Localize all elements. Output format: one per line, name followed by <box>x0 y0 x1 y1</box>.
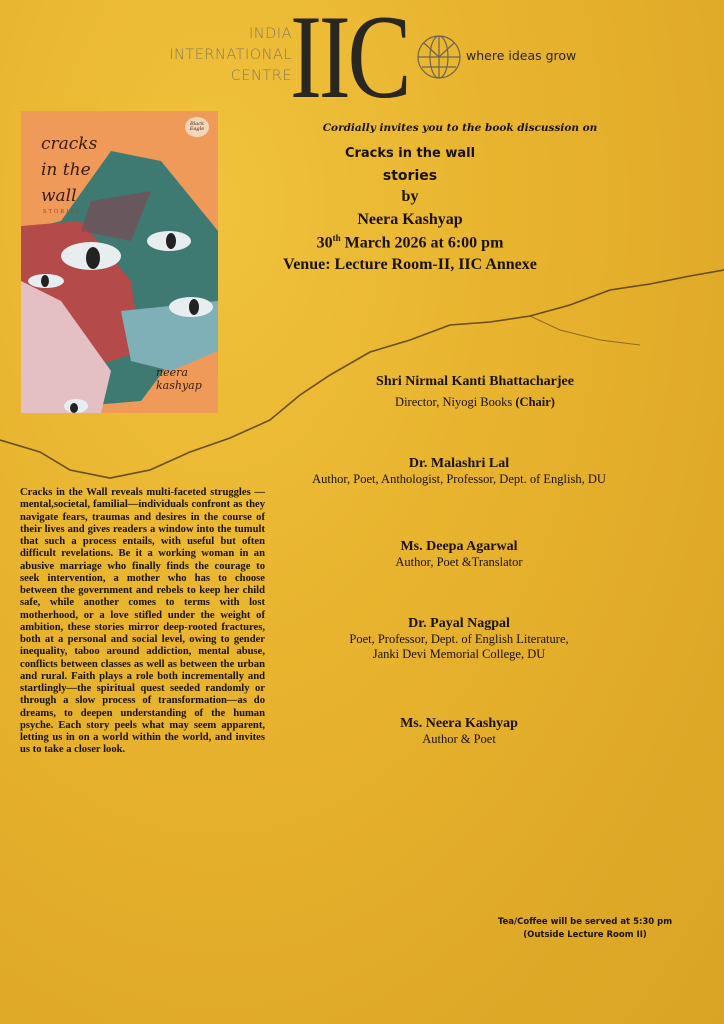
speaker-name: Dr. Malashri Lal <box>408 456 510 471</box>
org-name-line: INDIA <box>249 26 292 42</box>
date-day: 30 <box>316 234 333 252</box>
cover-title <box>41 131 97 209</box>
speaker-role: Author, Poet &Translator <box>395 555 523 569</box>
tagline: where ideas grow <box>466 48 577 63</box>
speaker-name: Ms. Deepa Agarwal <box>400 539 518 554</box>
cover-author-line: kashyap <box>156 379 202 392</box>
org-name <box>150 24 292 87</box>
cover-title-line: in the <box>41 160 91 180</box>
event-venue: Venue: Lecture Room-II, IIC Annexe <box>283 256 537 273</box>
speaker-role: Author & Poet <box>422 732 496 746</box>
book-title: Cracks in the wall <box>344 146 476 161</box>
book-genre: stories <box>382 168 438 184</box>
tea-place: (Outside Lecture Room II) <box>523 930 647 940</box>
speaker-chair <box>285 373 665 410</box>
invite-line: Cordially invites you to the book discussion on <box>322 122 598 134</box>
by-label: by <box>401 188 419 205</box>
speaker-role: Janki Devi Memorial College, DU <box>372 647 546 661</box>
cover-subtitle: STORIES <box>43 209 82 215</box>
speaker <box>269 715 649 747</box>
speaker <box>269 615 649 662</box>
book-description: Cracks in the Wall reveals multi-faceted struggles —mental,societal, familial—individuals confront as they navigate fears, traumas and desires in the course of their lives and gives readers a window into the tumult that such a process entails, with useful but often difficult revelations. Be it a working woman in an abusive marriage who finally finds the courage to seek intervention, a mother who has to choose between the government and rebels to keep her child safe, while another comes to terms with lost motherhood, or a love stifled under the weight of ambition, these stories mirror deep-rooted fractures, both at a personal and social level, owing to gender inequality, taboo around addiction, mental abuse, conflicts between classes as well as between the urban and rural. Faith plays a role both incrementally and startlingly—the spiritual quest seeded randomly or through a slow process of transformation—as do dreams, to deepen understanding of the human psyche. Each story peels what may seem apparent, letting us in on a world within the world, and invites us to take a closer look. <box>20 487 265 756</box>
speaker-role-text: Director, Niyogi Books <box>395 395 516 409</box>
speaker <box>269 538 649 570</box>
publisher-logo: Black Eagle <box>185 117 209 137</box>
book-cover <box>21 111 218 413</box>
refreshments-note <box>470 916 700 942</box>
chair-label: (Chair) <box>515 395 555 409</box>
author-name: Neera Kashyap <box>357 211 463 228</box>
cover-author-line: neera <box>156 366 188 379</box>
org-name-line: INTERNATIONAL <box>169 47 292 63</box>
cover-title-line: wall <box>41 186 77 206</box>
tea-time: Tea/Coffee will be served at 5:30 pm <box>497 917 673 927</box>
speaker-name: Dr. Payal Nagpal <box>408 616 510 631</box>
speaker-role <box>285 395 665 410</box>
globe-icon <box>416 34 462 80</box>
cover-title-line: cracks <box>41 134 98 154</box>
event-date <box>280 233 540 252</box>
speaker-role: Poet, Professor, Dept. of English Literature, <box>349 632 569 646</box>
cover-author <box>156 366 202 392</box>
speaker-role: Author, Poet, Anthologist, Professor, Dept. of English, DU <box>312 472 606 486</box>
org-name-line: CENTRE <box>230 68 292 84</box>
date-suffix: th <box>332 233 341 243</box>
speaker-name: Shri Nirmal Kanti Bhattacharjee <box>376 374 574 389</box>
iic-monogram: IIC <box>290 0 409 123</box>
speaker-name: Ms. Neera Kashyap <box>400 716 518 731</box>
date-rest: March 2026 at 6:00 pm <box>340 234 504 252</box>
speaker <box>269 455 649 487</box>
